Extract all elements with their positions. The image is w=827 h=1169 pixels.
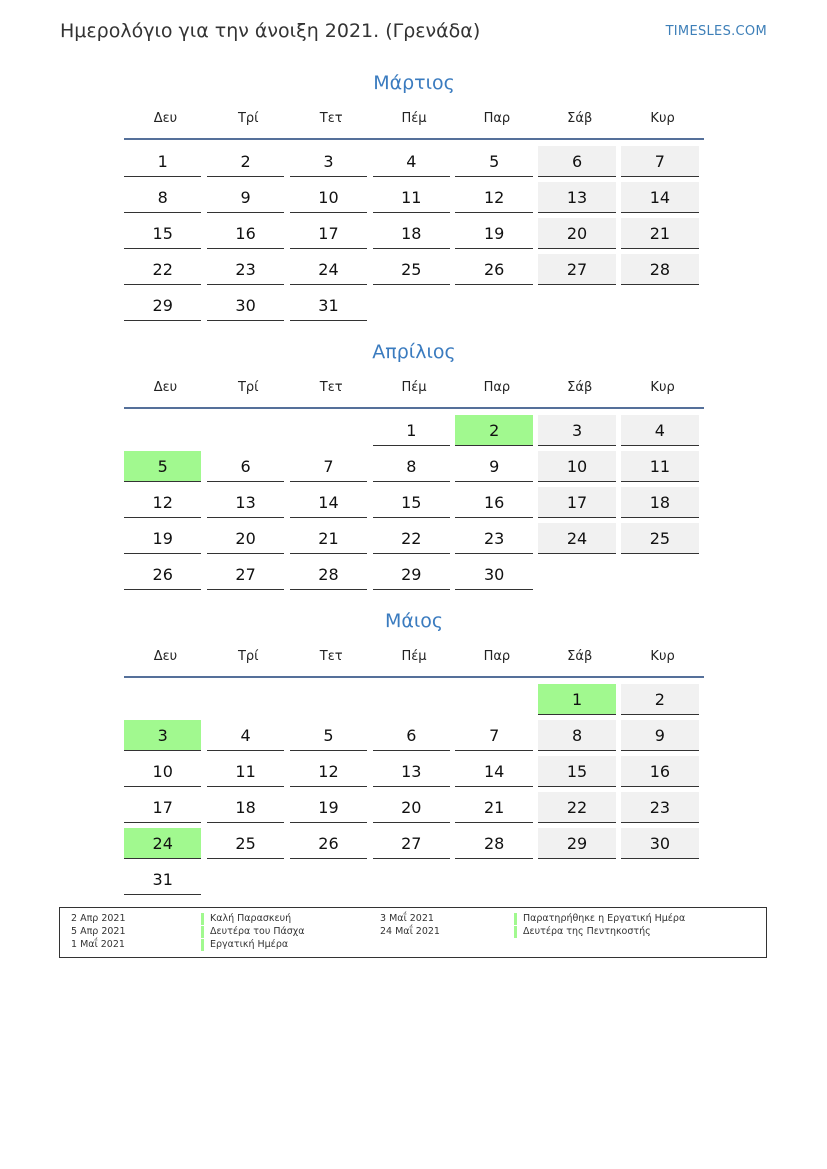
day-cell: 4 bbox=[373, 146, 450, 177]
day-grid bbox=[124, 409, 704, 593]
day-cell: 13 bbox=[207, 487, 284, 518]
empty-day-cell bbox=[290, 684, 367, 715]
day-cell: 30 bbox=[621, 828, 698, 859]
day-cell: 23 bbox=[455, 523, 532, 554]
legend-holiday-name: Παρατηρήθηκε η Εργατική Ημέρα bbox=[514, 913, 685, 925]
day-cell: 16 bbox=[207, 218, 284, 249]
day-cell: 28 bbox=[455, 828, 532, 859]
day-cell: 5 bbox=[455, 146, 532, 177]
day-cell: 21 bbox=[455, 792, 532, 823]
day-cell: 10 bbox=[124, 756, 201, 787]
weekday-label: Πέμ bbox=[401, 648, 427, 664]
day-cell: 20 bbox=[207, 523, 284, 554]
holiday-day-cell: 24 bbox=[124, 828, 201, 859]
day-cell: 6 bbox=[207, 451, 284, 482]
weekday-label: Πέμ bbox=[401, 379, 427, 395]
week-row bbox=[124, 826, 704, 862]
weekday-label: Παρ bbox=[483, 648, 511, 664]
day-cell: 28 bbox=[290, 559, 367, 590]
weekday-label: Σάβ bbox=[567, 648, 593, 664]
day-cell: 26 bbox=[290, 828, 367, 859]
week-row bbox=[124, 288, 704, 324]
weekday-header bbox=[124, 98, 704, 140]
day-cell: 5 bbox=[290, 720, 367, 751]
day-cell: 2 bbox=[621, 684, 698, 715]
day-cell: 1 bbox=[124, 146, 201, 177]
day-cell: 1 bbox=[373, 415, 450, 446]
day-cell: 24 bbox=[538, 523, 615, 554]
day-cell: 21 bbox=[290, 523, 367, 554]
empty-day-cell bbox=[621, 290, 698, 321]
weekday-label: Δευ bbox=[153, 648, 178, 664]
day-cell: 18 bbox=[207, 792, 284, 823]
month-calendar bbox=[124, 337, 704, 593]
legend-date: 24 Μαΐ 2021 bbox=[380, 926, 440, 937]
weekday-label: Δευ bbox=[153, 379, 178, 395]
day-cell: 23 bbox=[621, 792, 698, 823]
day-cell: 11 bbox=[207, 756, 284, 787]
day-cell: 10 bbox=[538, 451, 615, 482]
day-cell: 25 bbox=[373, 254, 450, 285]
weekday-label: Σάβ bbox=[567, 379, 593, 395]
day-cell: 25 bbox=[621, 523, 698, 554]
day-cell: 29 bbox=[538, 828, 615, 859]
holiday-day-cell: 3 bbox=[124, 720, 201, 751]
month-calendar bbox=[124, 68, 704, 324]
day-cell: 20 bbox=[373, 792, 450, 823]
week-row bbox=[124, 521, 704, 557]
day-grid bbox=[124, 678, 704, 898]
day-cell: 22 bbox=[373, 523, 450, 554]
empty-day-cell bbox=[207, 684, 284, 715]
day-cell: 30 bbox=[207, 290, 284, 321]
week-row bbox=[124, 413, 704, 449]
day-cell: 9 bbox=[207, 182, 284, 213]
day-cell: 18 bbox=[373, 218, 450, 249]
weekday-header bbox=[124, 367, 704, 409]
weekday-label: Πέμ bbox=[401, 110, 427, 126]
day-cell: 17 bbox=[124, 792, 201, 823]
day-cell: 14 bbox=[290, 487, 367, 518]
week-row bbox=[124, 252, 704, 288]
weekday-label: Τετ bbox=[319, 648, 343, 664]
legend-date: 2 Απρ 2021 bbox=[71, 913, 126, 924]
holiday-day-cell: 5 bbox=[124, 451, 201, 482]
empty-day-cell bbox=[455, 684, 532, 715]
day-cell: 22 bbox=[538, 792, 615, 823]
empty-day-cell bbox=[373, 864, 450, 895]
day-cell: 14 bbox=[455, 756, 532, 787]
day-cell: 9 bbox=[455, 451, 532, 482]
day-cell: 7 bbox=[290, 451, 367, 482]
day-cell: 8 bbox=[538, 720, 615, 751]
empty-day-cell bbox=[455, 290, 532, 321]
weekday-label: Τρί bbox=[237, 648, 259, 664]
legend-holiday-name: Δευτέρα της Πεντηκοστής bbox=[514, 926, 651, 938]
empty-day-cell bbox=[124, 684, 201, 715]
day-cell: 6 bbox=[373, 720, 450, 751]
day-cell: 27 bbox=[207, 559, 284, 590]
empty-day-cell bbox=[290, 864, 367, 895]
day-cell: 19 bbox=[290, 792, 367, 823]
day-cell: 15 bbox=[373, 487, 450, 518]
day-cell: 28 bbox=[621, 254, 698, 285]
empty-day-cell bbox=[290, 415, 367, 446]
empty-day-cell bbox=[207, 415, 284, 446]
month-title: Απρίλιος bbox=[372, 341, 456, 363]
month-title: Μάιος bbox=[384, 610, 444, 632]
holiday-day-cell: 2 bbox=[455, 415, 532, 446]
legend-date: 1 Μαΐ 2021 bbox=[71, 939, 125, 950]
weekday-header bbox=[124, 636, 704, 678]
legend-date: 3 Μαΐ 2021 bbox=[380, 913, 434, 924]
day-cell: 26 bbox=[124, 559, 201, 590]
day-cell: 31 bbox=[290, 290, 367, 321]
weekday-label: Σάβ bbox=[567, 110, 593, 126]
empty-day-cell bbox=[538, 559, 615, 590]
week-row bbox=[124, 144, 704, 180]
day-cell: 4 bbox=[207, 720, 284, 751]
day-cell: 17 bbox=[290, 218, 367, 249]
weekday-label: Παρ bbox=[483, 379, 511, 395]
day-cell: 15 bbox=[538, 756, 615, 787]
legend-date: 5 Απρ 2021 bbox=[71, 926, 126, 937]
week-row bbox=[124, 682, 704, 718]
holiday-legend bbox=[59, 907, 767, 958]
empty-day-cell bbox=[538, 864, 615, 895]
day-cell: 23 bbox=[207, 254, 284, 285]
day-cell: 12 bbox=[455, 182, 532, 213]
day-cell: 4 bbox=[621, 415, 698, 446]
weekday-label: Κυρ bbox=[650, 379, 675, 395]
day-grid bbox=[124, 140, 704, 324]
weekday-label: Τρί bbox=[237, 379, 259, 395]
week-row bbox=[124, 485, 704, 521]
day-cell: 12 bbox=[290, 756, 367, 787]
empty-day-cell bbox=[207, 864, 284, 895]
day-cell: 25 bbox=[207, 828, 284, 859]
week-row bbox=[124, 790, 704, 826]
day-cell: 16 bbox=[455, 487, 532, 518]
day-cell: 2 bbox=[207, 146, 284, 177]
week-row bbox=[124, 718, 704, 754]
day-cell: 21 bbox=[621, 218, 698, 249]
empty-day-cell bbox=[538, 290, 615, 321]
day-cell: 30 bbox=[455, 559, 532, 590]
day-cell: 11 bbox=[373, 182, 450, 213]
day-cell: 27 bbox=[538, 254, 615, 285]
day-cell: 13 bbox=[538, 182, 615, 213]
day-cell: 3 bbox=[538, 415, 615, 446]
day-cell: 7 bbox=[455, 720, 532, 751]
week-row bbox=[124, 862, 704, 898]
empty-day-cell bbox=[455, 864, 532, 895]
empty-day-cell bbox=[373, 290, 450, 321]
day-cell: 16 bbox=[621, 756, 698, 787]
week-row bbox=[124, 754, 704, 790]
legend-holiday-name: Εργατική Ημέρα bbox=[201, 939, 288, 951]
month-calendar bbox=[124, 606, 704, 898]
week-row bbox=[124, 216, 704, 252]
day-cell: 7 bbox=[621, 146, 698, 177]
day-cell: 11 bbox=[621, 451, 698, 482]
weekday-label: Τετ bbox=[319, 379, 343, 395]
week-row bbox=[124, 449, 704, 485]
day-cell: 17 bbox=[538, 487, 615, 518]
week-row bbox=[124, 557, 704, 593]
day-cell: 20 bbox=[538, 218, 615, 249]
day-cell: 8 bbox=[124, 182, 201, 213]
weekday-label: Τρί bbox=[237, 110, 259, 126]
empty-day-cell bbox=[621, 559, 698, 590]
day-cell: 29 bbox=[373, 559, 450, 590]
weekday-label: Τετ bbox=[319, 110, 343, 126]
brand-link[interactable]: TIMESLES.COM bbox=[665, 24, 767, 39]
weekday-label: Παρ bbox=[483, 110, 511, 126]
page-title: Ημερολόγιο για την άνοιξη 2021. (Γρενάδα) bbox=[60, 20, 481, 42]
week-row bbox=[124, 180, 704, 216]
legend-holiday-name: Δευτέρα του Πάσχα bbox=[201, 926, 305, 938]
legend-holiday-name: Καλή Παρασκευή bbox=[201, 913, 291, 925]
month-title: Μάρτιος bbox=[373, 72, 455, 94]
day-cell: 14 bbox=[621, 182, 698, 213]
day-cell: 9 bbox=[621, 720, 698, 751]
day-cell: 31 bbox=[124, 864, 201, 895]
day-cell: 26 bbox=[455, 254, 532, 285]
day-cell: 18 bbox=[621, 487, 698, 518]
day-cell: 19 bbox=[455, 218, 532, 249]
weekday-label: Κυρ bbox=[650, 110, 675, 126]
day-cell: 6 bbox=[538, 146, 615, 177]
day-cell: 15 bbox=[124, 218, 201, 249]
day-cell: 22 bbox=[124, 254, 201, 285]
day-cell: 3 bbox=[290, 146, 367, 177]
day-cell: 27 bbox=[373, 828, 450, 859]
weekday-label: Δευ bbox=[153, 110, 178, 126]
day-cell: 24 bbox=[290, 254, 367, 285]
empty-day-cell bbox=[621, 864, 698, 895]
empty-day-cell bbox=[373, 684, 450, 715]
day-cell: 13 bbox=[373, 756, 450, 787]
weekday-label: Κυρ bbox=[650, 648, 675, 664]
day-cell: 29 bbox=[124, 290, 201, 321]
day-cell: 8 bbox=[373, 451, 450, 482]
holiday-day-cell: 1 bbox=[538, 684, 615, 715]
empty-day-cell bbox=[124, 415, 201, 446]
day-cell: 19 bbox=[124, 523, 201, 554]
day-cell: 12 bbox=[124, 487, 201, 518]
day-cell: 10 bbox=[290, 182, 367, 213]
